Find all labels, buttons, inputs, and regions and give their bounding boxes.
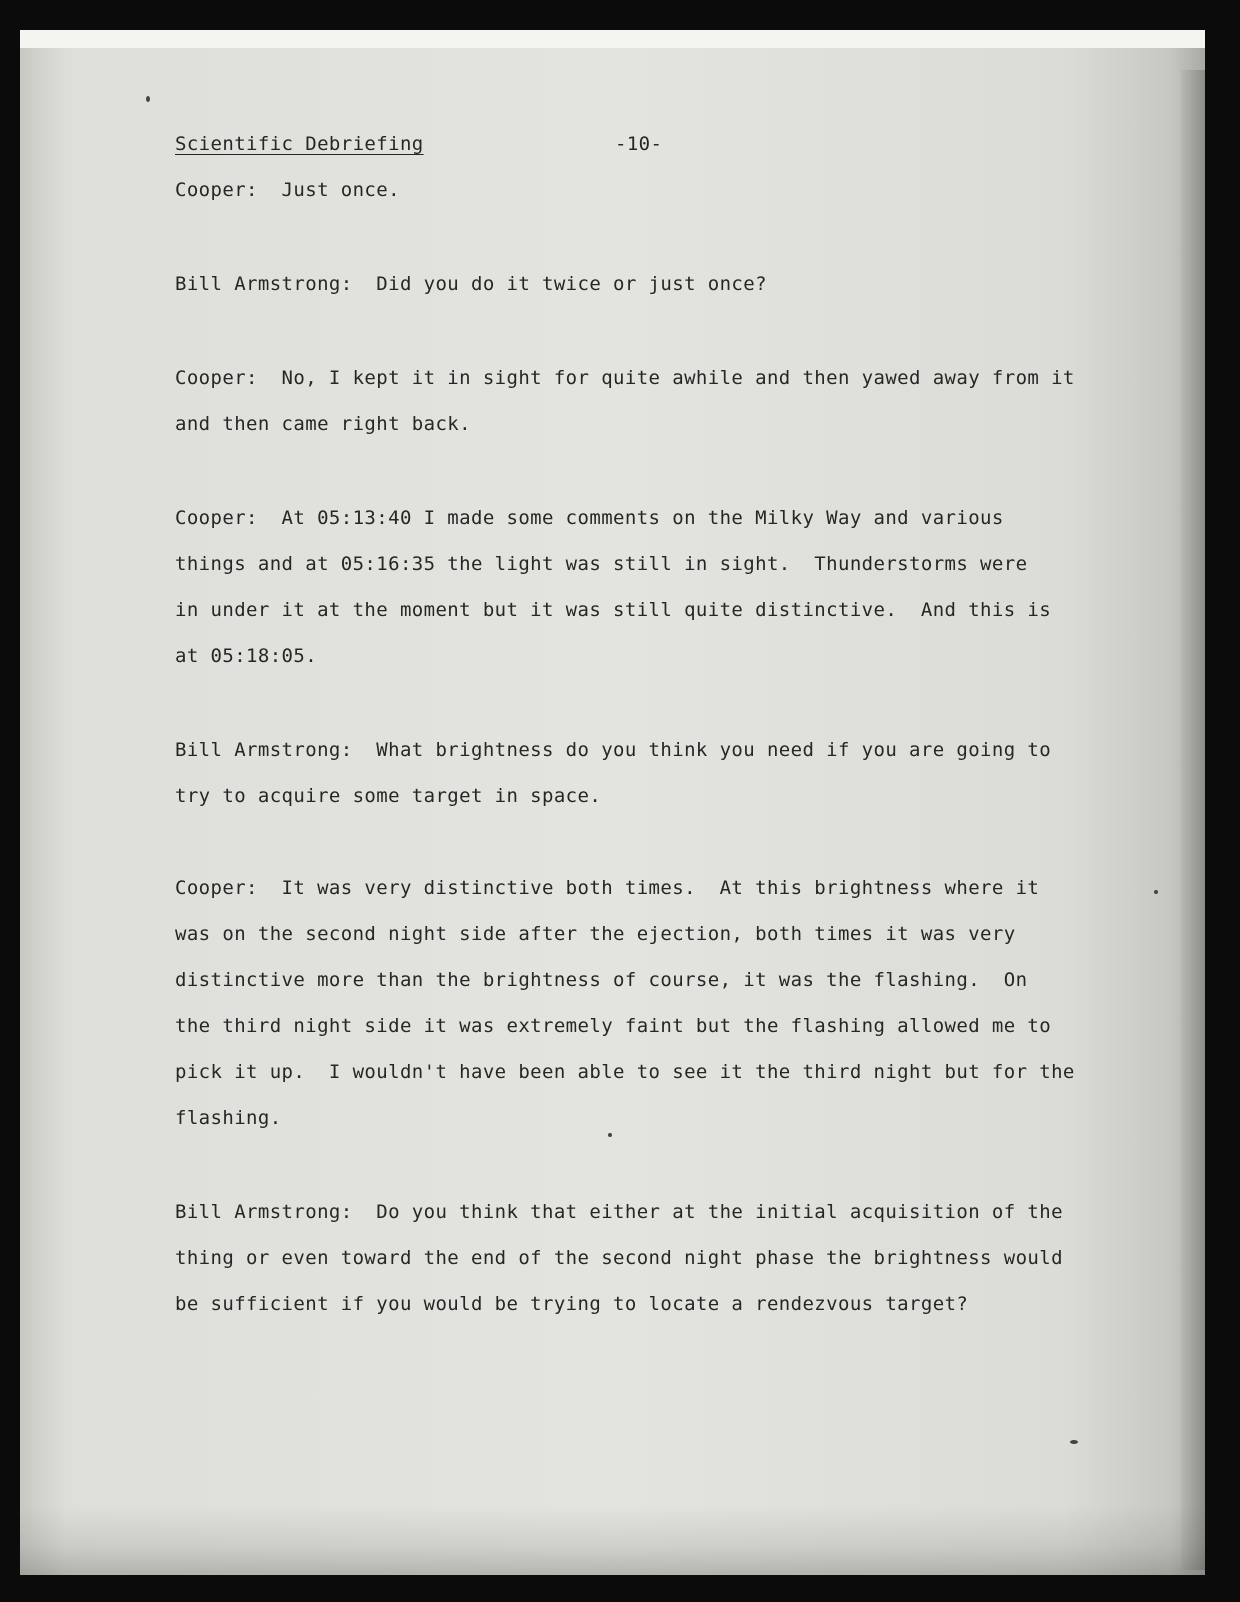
ink-speck xyxy=(1070,1440,1078,1444)
text-line: the third night side it was extremely faint but the flashing allowed me to xyxy=(175,1015,1052,1037)
ink-speck xyxy=(1154,890,1158,894)
text-line: Bill Armstrong: Do you think that either at the initial acquisition of the xyxy=(175,1201,1063,1223)
header-title: Scientific Debriefing xyxy=(175,133,424,155)
text-line: Cooper: At 05:13:40 I made some comments on the Milky Way and various xyxy=(175,507,1004,529)
ink-speck xyxy=(146,96,150,102)
document-page xyxy=(20,30,1205,1575)
text-line: pick it up. I wouldn't have been able to see it the third night but for the xyxy=(175,1061,1075,1083)
ink-speck xyxy=(608,1133,612,1137)
text-line: Cooper: No, I kept it in sight for quite awhile and then yawed away from it xyxy=(175,367,1075,389)
text-line: Cooper: Just once. xyxy=(175,179,400,201)
text-line: and then came right back. xyxy=(175,413,471,435)
text-line: distinctive more than the brightness of course, it was the flashing. On xyxy=(175,969,1028,991)
text-line: Cooper: It was very distinctive both times. At this brightness where it xyxy=(175,877,1040,899)
text-line: thing or even toward the end of the second night phase the brightness would xyxy=(175,1247,1063,1269)
page-edge-shadow xyxy=(1181,70,1205,1570)
text-line: Bill Armstrong: What brightness do you think you need if you are going to xyxy=(175,739,1052,761)
text-line: flashing. xyxy=(175,1107,282,1129)
text-line: at 05:18:05. xyxy=(175,645,318,667)
text-line: was on the second night side after the ejection, both times it was very xyxy=(175,923,1016,945)
text-line: in under it at the moment but it was still quite distinctive. And this is xyxy=(175,599,1052,621)
text-line: try to acquire some target in space. xyxy=(175,785,602,807)
text-line: things and at 05:16:35 the light was still in sight. Thunderstorms were xyxy=(175,553,1028,575)
text-line: be sufficient if you would be trying to locate a rendezvous target? xyxy=(175,1293,969,1315)
page-number: -10- xyxy=(615,133,663,155)
text-line: Bill Armstrong: Did you do it twice or just once? xyxy=(175,273,767,295)
